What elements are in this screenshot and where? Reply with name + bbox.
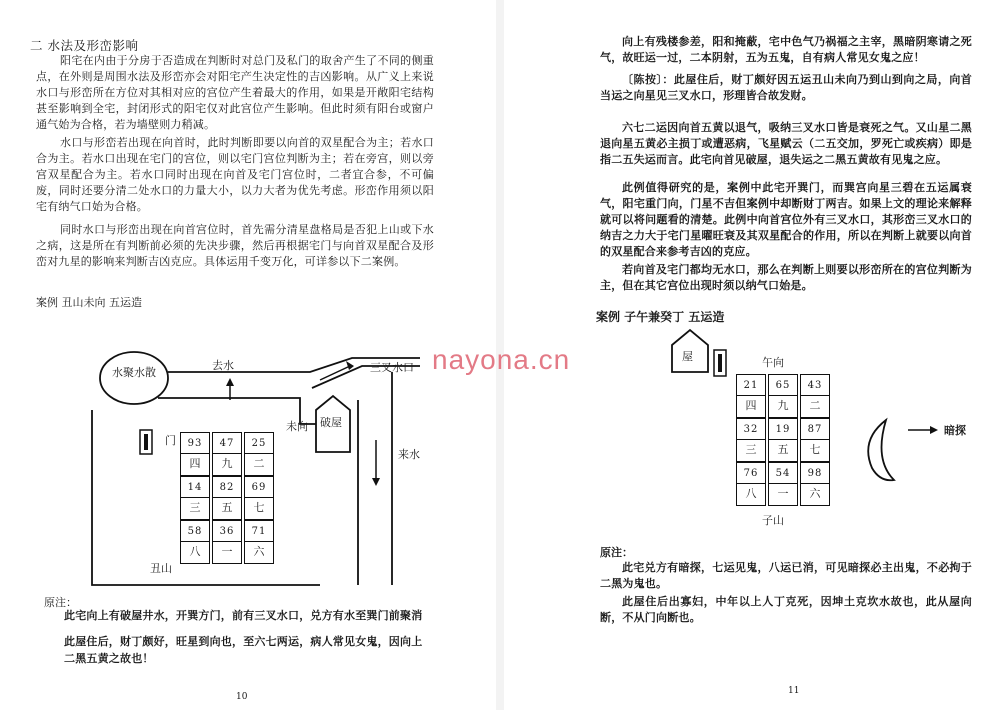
star-numbers: 54 (775, 468, 791, 479)
star-numbers: 36 (219, 526, 235, 537)
star-numbers: 65 (775, 380, 791, 391)
period-star: 二 (245, 453, 273, 471)
period-star: 九 (213, 453, 241, 471)
right-page (504, 0, 1000, 710)
facing-label: 未向 (286, 420, 308, 433)
paragraph-2: 〔陈按〕：此屋住后，财丁颇好因五运丑山未向乃到山到向之局，向首当运之向星见三叉水口，形理皆合故发财。 (600, 73, 972, 102)
period-star: 八 (737, 483, 765, 501)
outflow-label: 去水 (212, 359, 234, 372)
house-label: 屋 (682, 350, 693, 363)
period-star: 六 (801, 483, 829, 501)
star-numbers: 69 (251, 482, 267, 493)
star-numbers: 43 (807, 380, 823, 391)
grid-cell (244, 432, 274, 476)
facing-label: 午向 (762, 356, 784, 369)
period-star: 一 (769, 483, 797, 501)
page-number-right: 11 (788, 686, 800, 696)
flying-star-grid-left (180, 432, 276, 564)
period-star: 一 (213, 541, 241, 559)
note-line-2: 此屋住后，财丁颇好，旺星到向也，至六七两运，病人常见女鬼，因向上 (64, 635, 423, 648)
period-star: 四 (181, 453, 209, 471)
page-number-left: 10 (236, 692, 248, 702)
door-label: 门 (165, 434, 176, 447)
grid-cell (800, 418, 830, 462)
paragraph-3: 六七二运因向首五黄以退气，吸纳三叉水口皆是衰死之气。又山星二黑退向星五黄必主损丁或遭恶病，飞星赋云（二五交加，罗死亡或疾病）即是指二五失运而言。此宅向首见破屋，退失运之二黑五黄故有见鬼之应。 (600, 121, 972, 166)
note-label: 原注： (600, 546, 633, 559)
junction-label: 三叉水口 (370, 361, 414, 374)
star-numbers: 76 (743, 468, 759, 479)
grid-cell (212, 476, 242, 520)
mountain-label: 丑山 (150, 562, 172, 575)
case-title: 案例 子午兼癸丁 五运造 (596, 310, 725, 324)
star-numbers: 98 (807, 468, 823, 479)
star-numbers: 47 (219, 438, 235, 449)
grid-cell (768, 374, 798, 418)
note-line-2: 此屋住后出寡妇，中年以上人丁克死，因坤土克坎水故也，此从屋向断，不从门向断也。 (600, 595, 972, 624)
left-page (0, 0, 496, 710)
grid-cell (800, 374, 830, 418)
period-star: 五 (769, 439, 797, 457)
star-numbers: 58 (187, 526, 203, 537)
note-label: 原注： (44, 596, 77, 609)
grid-cell (736, 374, 766, 418)
paragraph-4: 此例值得研究的是，案例中此宅开巽门，而巽宫向星三碧在五运属衰气，阳宅重门向，门星不吉但案例中却断财丁两吉。如果上文的理论来解释就可以将问题看的清楚。此例中向首宫位外有三叉水口，其形峦三叉水口的纳吉之力大于宅门星曜旺衰及其双星配合的作用，所以在判断上就要以向首的双星配合来参考吉凶的克应。 (600, 181, 972, 258)
grid-cell (244, 520, 274, 564)
period-star: 七 (245, 497, 273, 515)
grid-cell (800, 462, 830, 506)
case-title: 案例 丑山未向 五运造 (36, 296, 142, 309)
grid-cell (212, 520, 242, 564)
paragraph-1: 阳宅在内由于分房于否造成在判断时对总门及私门的取舍产生了不同的侧重点，在外则是周围水法及形峦亦会对阳宅产生决定性的吉凶影响。从广义上来说水口与形峦所在方位对其相对应的宫位产生着最大的作用，如果是开敞阳宅结构甚至影响到全宅，封闭形式的阳宅仅对此宫位产生影响。但此时须有阳台或窗户通气始为合格，若为墙壁则力稍减。 (36, 54, 434, 131)
watermark-text: nayona.cn (432, 344, 571, 375)
grid-cell (736, 462, 766, 506)
paragraph-5: 若向首及宅门都均无水口，那么在判断上则要以形峦所在的宫位判断为主，但在其它宫位出现时须以纳气口始是。 (600, 263, 972, 292)
star-numbers: 32 (743, 424, 759, 435)
period-star: 八 (181, 541, 209, 559)
paragraph-3: 同时水口与形峦出现在向首宫位时，首先需分清星盘格局是否犯上山或下水之病，这是所在有判断前必须的先决步骤，然后再根据宅门与向首双星配合及形峦对九星的影响来判断吉凶克应。具体运用千变万化，可详参以下二案例。 (36, 223, 434, 268)
period-star: 六 (245, 541, 273, 559)
note-line-1: 此宅向上有破屋井水，开巽方门，前有三叉水口，兑方有水至巽门前聚消 (64, 609, 423, 622)
grid-cell (736, 418, 766, 462)
star-numbers: 93 (187, 438, 203, 449)
star-numbers: 82 (219, 482, 235, 493)
inflow-label: 来水 (398, 448, 420, 461)
star-numbers: 21 (743, 380, 759, 391)
star-numbers: 71 (251, 526, 267, 537)
pool-label: 水聚水散 (112, 366, 156, 379)
period-star: 七 (801, 439, 829, 457)
grid-cell (768, 418, 798, 462)
broken-house-label: 破屋 (320, 416, 342, 429)
grid-cell (180, 432, 210, 476)
dark-spot-label: 暗探 (944, 424, 966, 437)
grid-cell (244, 476, 274, 520)
paragraph-1: 向上有残楼参差，阳和掩蔽，宅中色气乃祸福之主宰，黑暗阴寒请之死气，故旺运一过，二本阴射，五为五鬼，自有病人常见女鬼之应！ (600, 35, 972, 64)
paragraph-2: 水口与形峦若出现在向首时，此时判断即要以向首的双星配合为主；若水口合为主。若水口出现在宅门的宫位，则以宅门宫位判断为主；若在旁宫，则以旁宫双星配合为主。若水口同时出现在向首及宅门宫位时，二者宜合参，不可偏废，同时还要分清二处水口的力量大小，以力大者为优先考虑。形峦作用须以阳宅有纳气口始为合格。 (36, 136, 434, 213)
star-numbers: 14 (187, 482, 203, 493)
period-star: 九 (769, 395, 797, 413)
section-heading: 二 水法及形峦影响 (30, 38, 139, 53)
grid-cell (212, 432, 242, 476)
star-numbers: 19 (775, 424, 791, 435)
note-line-1: 此宅兑方有暗探，七运见鬼，八运已消，可见暗探必主出鬼，不必拘于二黑为鬼也。 (600, 561, 972, 590)
grid-cell (180, 520, 210, 564)
grid-cell (180, 476, 210, 520)
mountain-label: 子山 (762, 514, 784, 527)
grid-cell (768, 462, 798, 506)
note-line-3: 二黑五黄之故也！ (64, 652, 154, 665)
flying-star-grid-right (736, 374, 832, 506)
period-star: 四 (737, 395, 765, 413)
period-star: 五 (213, 497, 241, 515)
period-star: 三 (737, 439, 765, 457)
star-numbers: 25 (251, 438, 267, 449)
star-numbers: 87 (807, 424, 823, 435)
period-star: 三 (181, 497, 209, 515)
period-star: 二 (801, 395, 829, 413)
